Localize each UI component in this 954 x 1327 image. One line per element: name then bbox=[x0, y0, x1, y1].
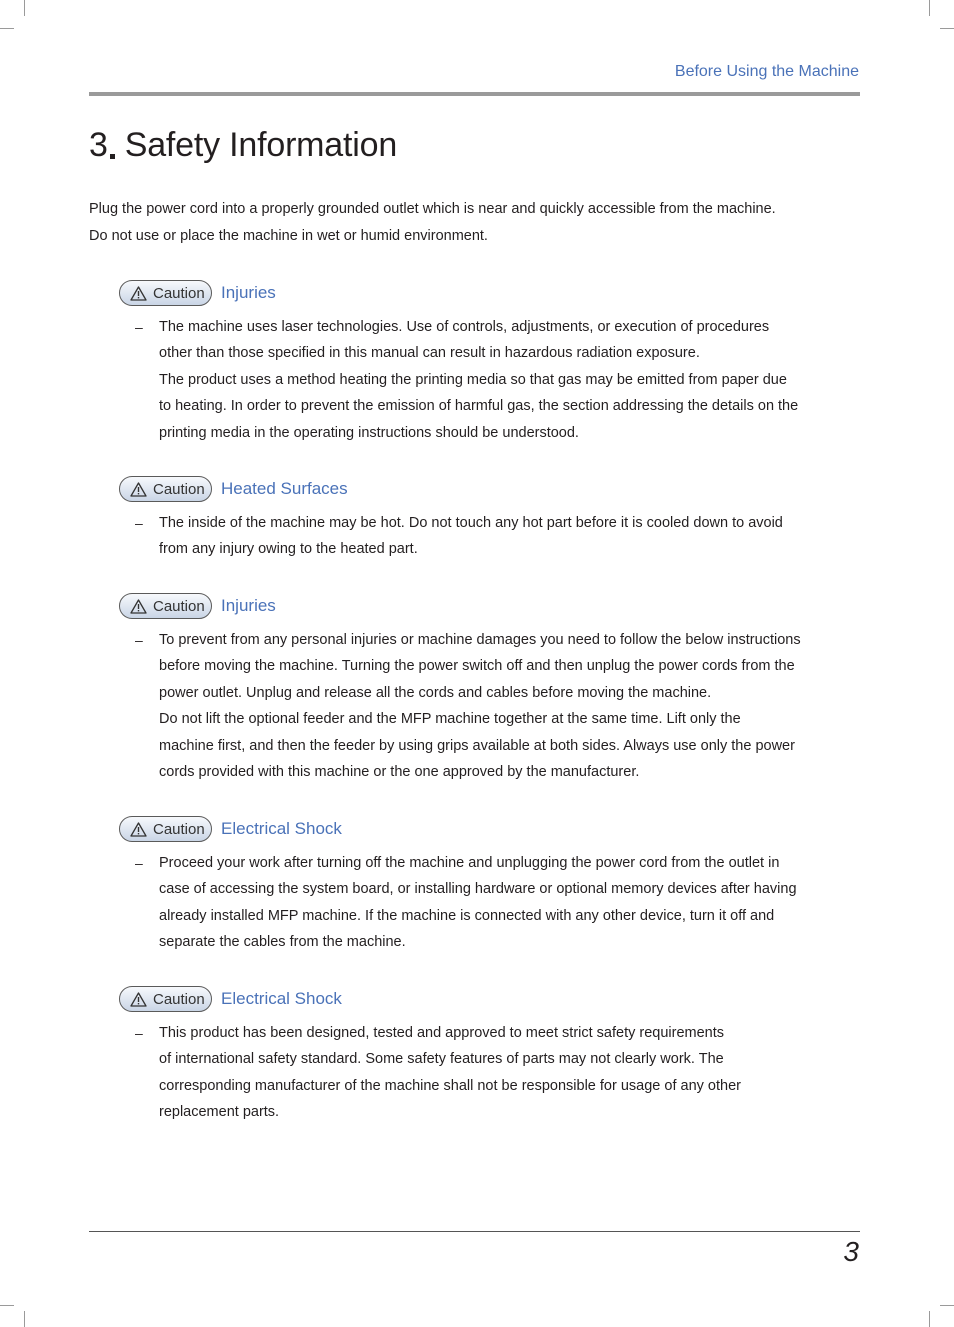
body-line: cords provided with this machine or the one approved by the manufacturer. bbox=[159, 764, 640, 781]
section-number: 3 bbox=[89, 126, 108, 164]
caution-title: Electrical Shock bbox=[221, 989, 342, 1008]
list-dash: – bbox=[135, 319, 143, 335]
body-line: machine first, and then the feeder by using grips available at both sides. Always use only the power bbox=[159, 737, 795, 754]
body-line: This product has been designed, tested and approved to meet strict safety requirements bbox=[159, 1025, 725, 1041]
intro-line: Plug the power cord into a properly grounded outlet which is near and quickly accessible from the machine. bbox=[89, 201, 776, 217]
body-line: To prevent from any personal injuries or machine damages you need to follow the below instructions bbox=[159, 632, 801, 648]
body-line: power outlet. Unplug and release all the cords and cables before moving the machine. bbox=[159, 684, 712, 701]
body-line: corresponding manufacturer of the machine shall not be responsible for usage of any other bbox=[159, 1077, 741, 1094]
body-line: The machine uses laser technologies. Use of controls, adjustments, or execution of procedures bbox=[159, 319, 770, 335]
caution-label: Caution bbox=[153, 990, 205, 1008]
caution-header bbox=[119, 985, 864, 1013]
body-line: case of accessing the system board, or installing hardware or optional memory devices after having bbox=[159, 881, 797, 898]
body-line: separate the cables from the machine. bbox=[159, 934, 406, 951]
warning-triangle-icon bbox=[130, 286, 147, 301]
crop-mark bbox=[24, 1311, 25, 1327]
intro-paragraph bbox=[89, 196, 869, 250]
header-rule bbox=[89, 92, 860, 96]
caution-body bbox=[119, 1020, 864, 1126]
body-line: before moving the machine. Turning the power switch off and then unplug the power cords from the bbox=[159, 658, 795, 675]
body-line: Proceed your work after turning off the machine and unplugging the power cord from the outlet in bbox=[159, 855, 780, 871]
body-line: replacement parts. bbox=[159, 1104, 280, 1121]
caution-header bbox=[119, 279, 864, 307]
caution-badge bbox=[119, 476, 212, 502]
warning-triangle-icon bbox=[130, 822, 147, 837]
caution-header bbox=[119, 592, 864, 620]
body-line: The inside of the machine may be hot. Do not touch any hot part before it is cooled down to avoid bbox=[159, 515, 783, 531]
caution-title: Electrical Shock bbox=[221, 819, 342, 838]
caution-label: Caution bbox=[153, 820, 205, 838]
caution-badge bbox=[119, 986, 212, 1012]
running-header: Before Using the Machine bbox=[674, 63, 859, 80]
caution-badge bbox=[119, 280, 212, 306]
caution-section-injuries-1 bbox=[119, 279, 864, 446]
crop-mark bbox=[929, 0, 930, 16]
caution-title: Injuries bbox=[221, 283, 276, 302]
body-line: to heating. In order to prevent the emission of harmful gas, the section addressing the details on the bbox=[159, 398, 799, 415]
body-line: other than those specified in this manual can result in hazardous radiation exposure. bbox=[159, 345, 700, 362]
list-dash: – bbox=[135, 515, 143, 531]
crop-mark bbox=[0, 1305, 14, 1306]
caution-section-electrical-shock-1 bbox=[119, 815, 864, 956]
body-line: The product uses a method heating the printing media so that gas may be emitted from paper due bbox=[159, 371, 787, 388]
title-dot bbox=[110, 154, 115, 159]
caution-header bbox=[119, 815, 864, 843]
warning-triangle-icon bbox=[130, 482, 147, 497]
caution-title: Heated Surfaces bbox=[221, 479, 348, 498]
caution-header bbox=[119, 475, 864, 503]
list-dash: – bbox=[135, 632, 143, 648]
page-number: 3 bbox=[843, 1236, 859, 1267]
list-dash: – bbox=[135, 1025, 143, 1041]
title-text: Safety Information bbox=[124, 126, 398, 164]
caution-body bbox=[119, 314, 864, 446]
crop-mark bbox=[940, 28, 954, 29]
crop-mark bbox=[0, 28, 14, 29]
intro-line: Do not use or place the machine in wet or humid environment. bbox=[89, 228, 488, 244]
caution-section-electrical-shock-2 bbox=[119, 985, 864, 1126]
body-line: printing media in the operating instructions should be understood. bbox=[159, 424, 579, 441]
body-line: Do not lift the optional feeder and the MFP machine together at the same time. Lift only the bbox=[159, 711, 741, 728]
caution-label: Caution bbox=[153, 597, 205, 615]
caution-section-heated-surfaces bbox=[119, 475, 864, 563]
body-line: of international safety standard. Some safety features of parts may not clearly work. The bbox=[159, 1051, 724, 1068]
caution-badge bbox=[119, 816, 212, 842]
crop-mark bbox=[940, 1305, 954, 1306]
body-line: from any injury owing to the heated part. bbox=[159, 541, 418, 558]
footer-rule bbox=[89, 1231, 860, 1232]
crop-mark bbox=[929, 1311, 930, 1327]
warning-triangle-icon bbox=[130, 992, 147, 1007]
caution-body bbox=[119, 850, 864, 956]
warning-triangle-icon bbox=[130, 599, 147, 614]
crop-mark bbox=[24, 0, 25, 16]
caution-label: Caution bbox=[153, 480, 205, 498]
body-line: already installed MFP machine. If the machine is connected with any other device, turn it off and bbox=[159, 907, 775, 924]
caution-badge bbox=[119, 593, 212, 619]
page-title bbox=[89, 126, 397, 165]
caution-label: Caution bbox=[153, 284, 205, 302]
list-dash: – bbox=[135, 855, 143, 871]
caution-body bbox=[119, 627, 864, 785]
caution-title: Injuries bbox=[221, 596, 276, 615]
caution-body bbox=[119, 510, 864, 563]
caution-section-injuries-2 bbox=[119, 592, 864, 785]
